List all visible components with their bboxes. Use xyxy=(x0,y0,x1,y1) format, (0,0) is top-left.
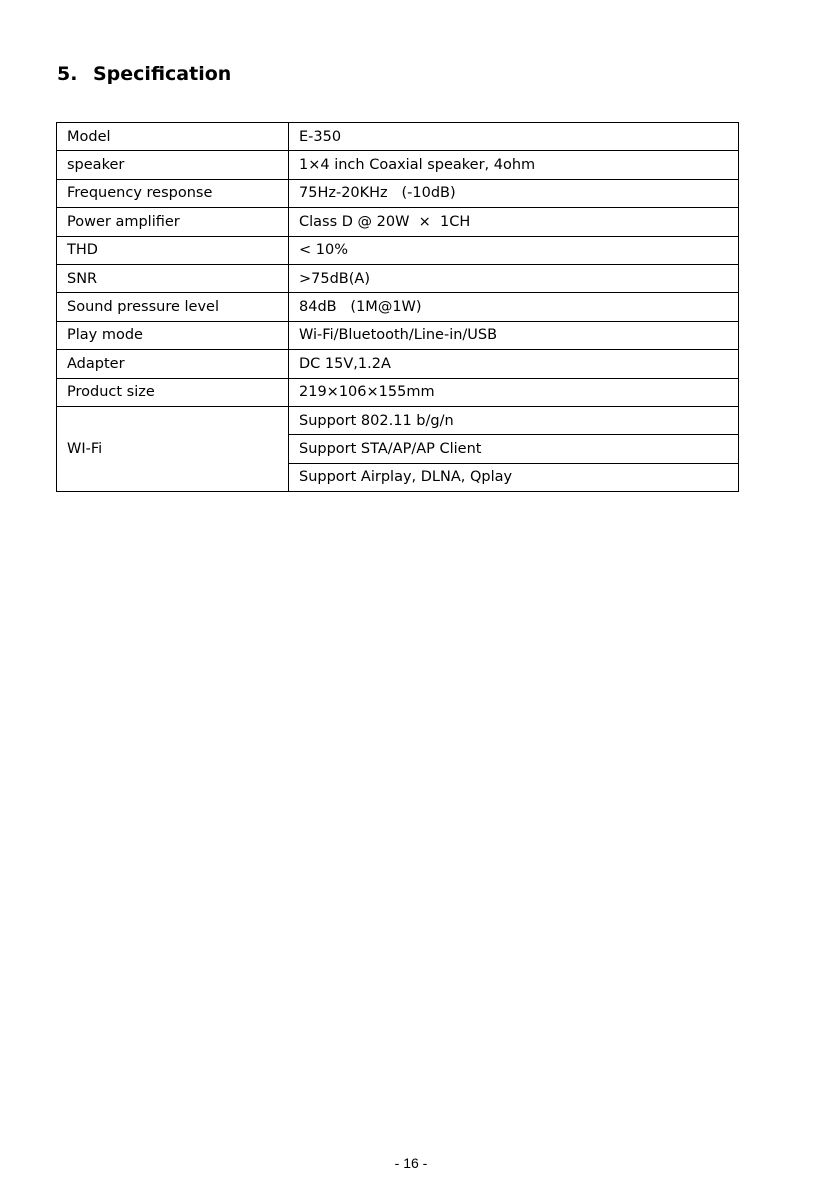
spec-value: 84dB (1M@1W) xyxy=(289,293,739,321)
section-title: Specification xyxy=(93,63,232,85)
spec-label: speaker xyxy=(57,151,289,179)
table-row xyxy=(57,208,739,236)
spec-value: DC 15V,1.2A xyxy=(289,350,739,378)
table-row xyxy=(57,321,739,349)
spec-label: Product size xyxy=(57,378,289,406)
table-row xyxy=(57,123,739,151)
table-row xyxy=(57,179,739,207)
spec-value: Wi-Fi/Bluetooth/Line-in/USB xyxy=(289,321,739,349)
spec-value: 219×106×155mm xyxy=(289,378,739,406)
wifi-value: Support 802.11 b/g/n xyxy=(289,406,739,434)
spec-label: Adapter xyxy=(57,350,289,378)
spec-value: 1×4 inch Coaxial speaker, 4ohm xyxy=(289,151,739,179)
table-row xyxy=(57,406,739,434)
spec-label: Play mode xyxy=(57,321,289,349)
table-row xyxy=(57,236,739,264)
specification-table xyxy=(56,122,739,492)
spec-label: Model xyxy=(57,123,289,151)
section-number: 5. xyxy=(57,63,78,85)
spec-value: E-350 xyxy=(289,123,739,151)
spec-label: SNR xyxy=(57,264,289,292)
wifi-value: Support Airplay, DLNA, Qplay xyxy=(289,463,739,491)
spec-label: Sound pressure level xyxy=(57,293,289,321)
spec-label: THD xyxy=(57,236,289,264)
table-row xyxy=(57,350,739,378)
spec-label: Power amplifier xyxy=(57,208,289,236)
wifi-value: Support STA/AP/AP Client xyxy=(289,435,739,463)
wifi-label: WI-Fi xyxy=(57,406,289,491)
table-row xyxy=(57,293,739,321)
spec-value: Class D @ 20W × 1CH xyxy=(289,208,739,236)
table-row xyxy=(57,151,739,179)
section-heading xyxy=(57,61,231,87)
table-row xyxy=(57,264,739,292)
spec-value: 75Hz-20KHz (-10dB) xyxy=(289,179,739,207)
spec-label: Frequency response xyxy=(57,179,289,207)
spec-value: >75dB(A) xyxy=(289,264,739,292)
spec-value: < 10% xyxy=(289,236,739,264)
page-number: - 16 - xyxy=(394,1155,428,1171)
table-row xyxy=(57,378,739,406)
